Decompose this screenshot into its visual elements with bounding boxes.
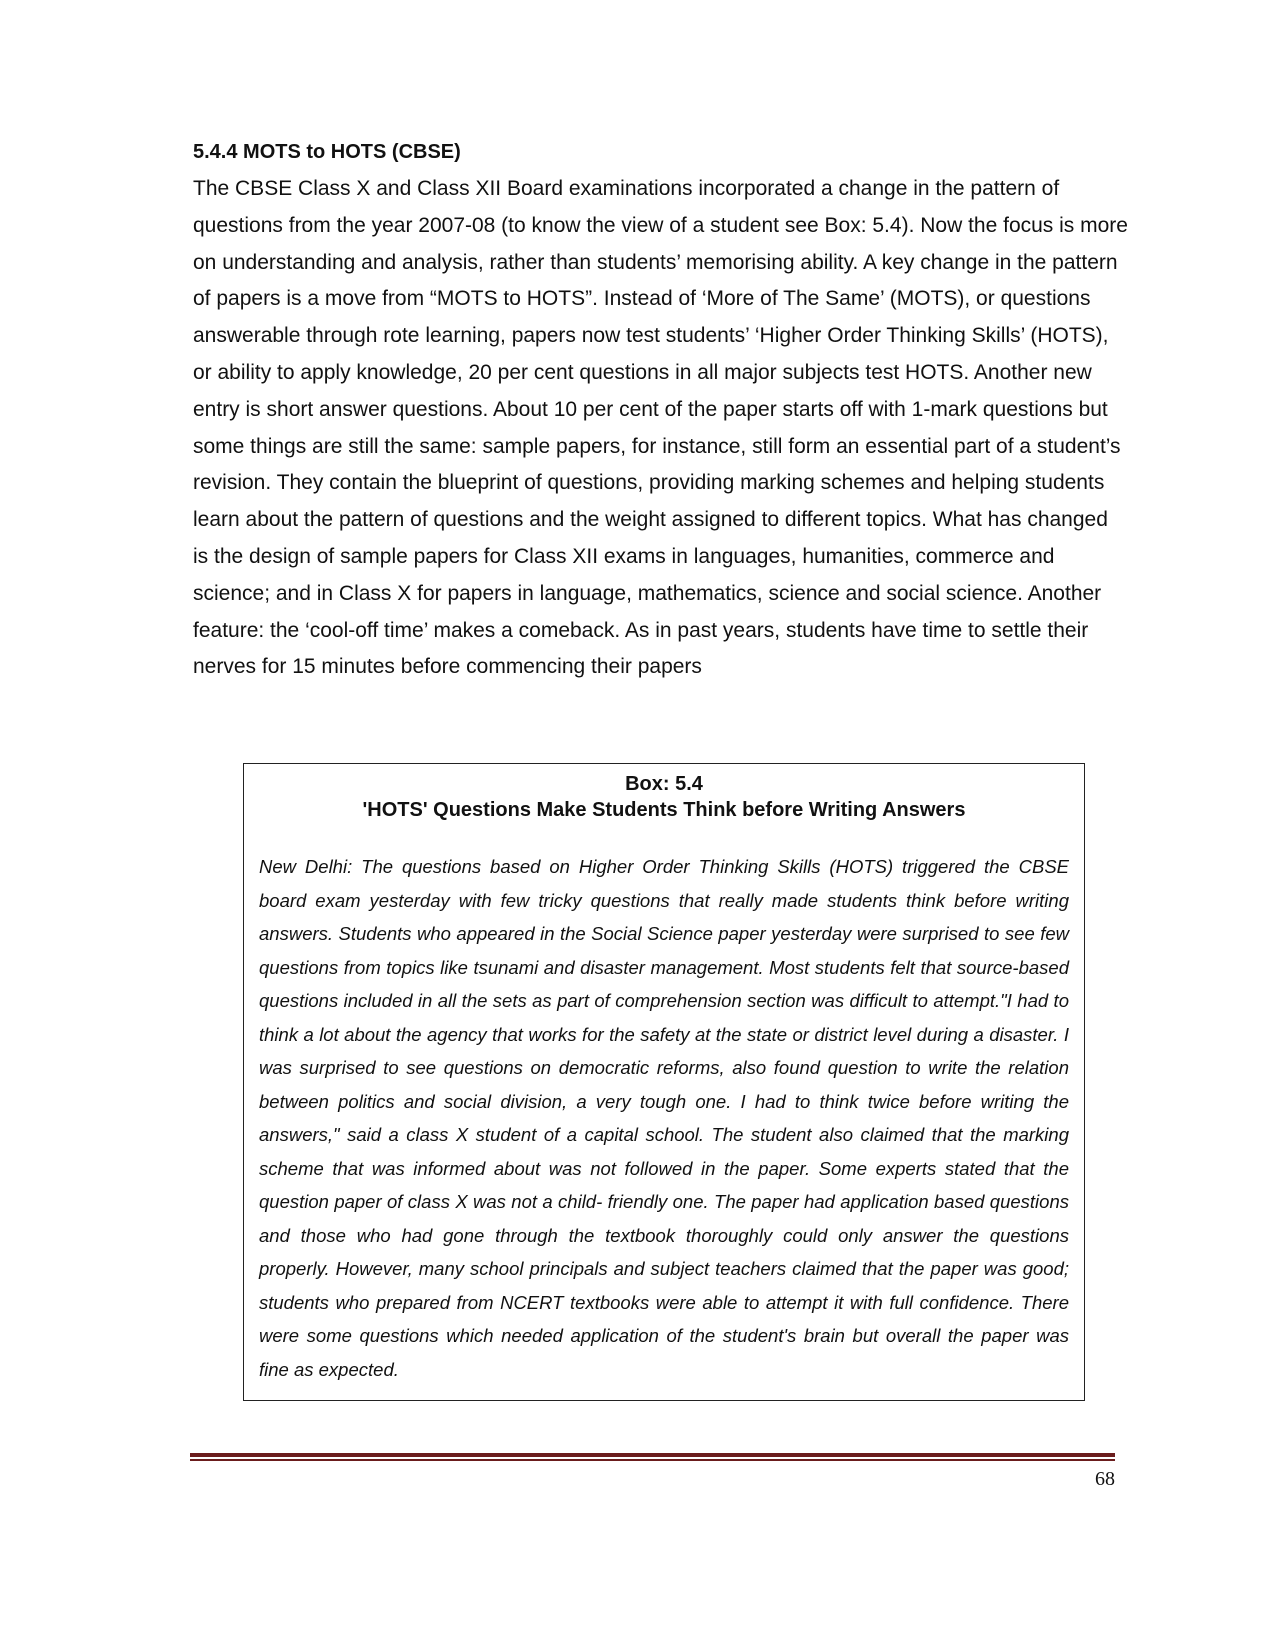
page-number: 68 bbox=[1095, 1468, 1115, 1490]
footer-divider bbox=[190, 1453, 1115, 1460]
box-paragraph: New Delhi: The questions based on Higher Order Thinking Skills (HOTS) triggered the CBSE board exam yesterday with few tricky questions that really made students think before writing answers. Students who appeared in the Social Science paper yesterday were surprised to see few questions from topics like tsunami and disaster management. Most students felt that source-based questions included in all the sets as part of comprehension section was difficult to attempt."I had to think a lot about the agency that works for the safety at the state or district level during a disaster. I was surprised to see questions on democratic reforms, also found question to write the relation between politics and social division, a very tough one. I had to think twice before writing the answers," said a class X student of a capital school. The student also claimed that the marking scheme that was informed about was not followed in the paper. Some experts stated that the question paper of class X was not a child- friendly one. The paper had application based questions and those who had gone through the textbook thoroughly could only answer the questions properly. However, many school principals and subject teachers claimed that the paper was good; students who prepared from NCERT textbooks were able to attempt it with full confidence. There were some questions which needed application of the student's brain but overall the paper was fine as expected. bbox=[259, 856, 1069, 1380]
section-heading: 5.4.4 MOTS to HOTS (CBSE) bbox=[193, 141, 461, 163]
quote-box bbox=[243, 763, 1085, 1401]
section-body-paragraph: The CBSE Class X and Class XII Board examinations incorporated a change in the pattern of questions from the year 2007-08 (to know the view of a student see Box: 5.4). Now the focus is more on understanding and analysis, rather than students’ memorising ability. A key change in the pattern of papers is a move from “MOTS to HOTS”. Instead of ‘More of The Same’ (MOTS), or questions answerable through rote learning, papers now test students’ ‘Higher Order Thinking Skills’ (HOTS), or ability to apply knowledge, 20 per cent questions in all major subjects test HOTS. Another new entry is short answer questions. About 10 per cent of the paper starts off with 1-mark questions but some things are still the same: sample papers, for instance, still form an essential part of a student’s revision. They contain the blueprint of questions, providing marking schemes and helping students learn about the pattern of questions and the weight assigned to different topics. What has changed is the design of sample papers for Class XII exams in languages, humanities, commerce and science; and in Class X for papers in language, mathematics, science and social science. Another feature: the ‘cool-off time’ makes a comeback. As in past years, students have time to settle their nerves for 15 minutes before commencing their papers bbox=[193, 177, 1128, 679]
box-title: 'HOTS' Questions Make Students Think before Writing Answers bbox=[362, 799, 966, 821]
box-label: Box: 5.4 bbox=[625, 773, 703, 795]
footer-divider-thin-line bbox=[190, 1459, 1115, 1461]
footer-divider-thick-line bbox=[190, 1453, 1115, 1457]
